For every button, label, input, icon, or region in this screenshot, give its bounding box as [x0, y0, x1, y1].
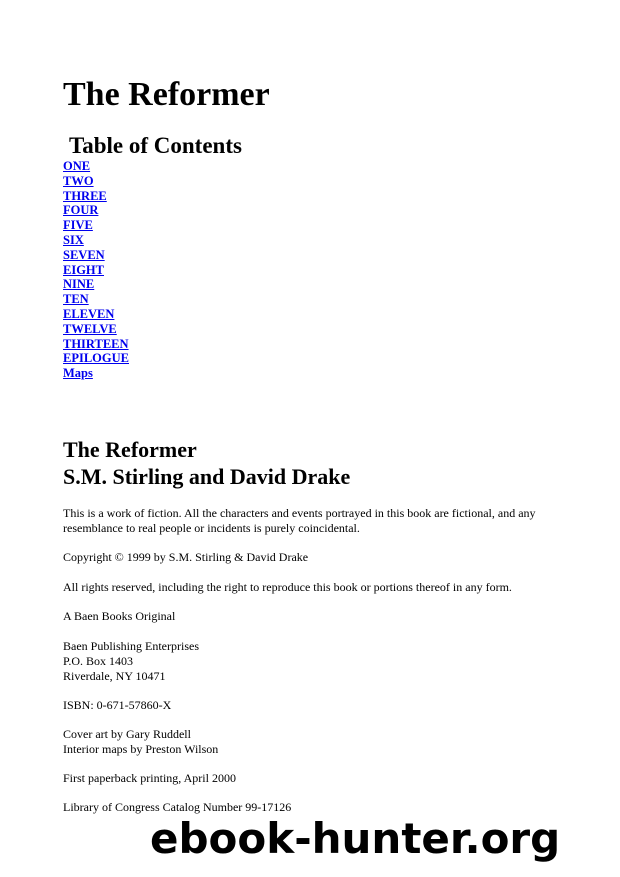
toc-item: [63, 366, 129, 381]
book-title: The Reformer: [63, 437, 197, 462]
toc-item: [63, 263, 129, 278]
catalog-line: Library of Congress Catalog Number 99-17126: [63, 800, 292, 814]
publisher-address: [63, 639, 199, 683]
toc-link-nine[interactable]: NINE: [63, 277, 95, 292]
toc-list: [63, 159, 129, 381]
toc-item: [63, 159, 129, 174]
publisher-name: Baen Publishing Enterprises: [63, 639, 199, 653]
toc-link-two[interactable]: TWO: [63, 173, 94, 188]
rights-line: All rights reserved, including the right to reproduce this book or portions thereof in any form.: [63, 580, 512, 594]
toc-item: [63, 322, 129, 337]
watermark-text: ebook-hunter.org: [150, 814, 561, 863]
toc-link-five[interactable]: FIVE: [63, 218, 93, 233]
toc-item: [63, 203, 129, 218]
toc-link-six[interactable]: SIX: [63, 232, 84, 247]
book-authors: S.M. Stirling and David Drake: [63, 464, 351, 489]
toc-item: [63, 174, 129, 189]
document-title: The Reformer: [63, 76, 270, 113]
copyright-line: Copyright © 1999 by S.M. Stirling & David Drake: [63, 550, 309, 564]
publisher-box: P.O. Box 1403: [63, 653, 134, 668]
toc-link-three[interactable]: THREE: [63, 188, 107, 203]
toc-item: [63, 351, 129, 366]
fiction-notice: This is a work of fiction. All the characters and events portrayed in this book are fictional, and any resemblance to real people or incidents is purely coincidental.: [63, 506, 536, 535]
toc-link-thirteen[interactable]: THIRTEEN: [63, 336, 129, 351]
toc-link-eleven[interactable]: ELEVEN: [63, 306, 115, 321]
toc-item: [63, 218, 129, 233]
toc-link-epilogue[interactable]: EPILOGUE: [63, 351, 129, 366]
interior-maps-credit: Interior maps by Preston Wilson: [63, 741, 219, 756]
printing-line: First paperback printing, April 2000: [63, 771, 236, 785]
toc-item: [63, 189, 129, 204]
toc-item: [63, 292, 129, 307]
toc-link-four[interactable]: FOUR: [63, 203, 99, 218]
toc-item: [63, 307, 129, 322]
toc-link-one[interactable]: ONE: [63, 159, 91, 173]
credits: [63, 727, 218, 757]
cover-art-credit: Cover art by Gary Ruddell: [63, 727, 191, 741]
toc-link-seven[interactable]: SEVEN: [63, 247, 105, 262]
toc-heading: Table of Contents: [69, 133, 242, 158]
toc-link-ten[interactable]: TEN: [63, 292, 89, 307]
toc-item: [63, 248, 129, 263]
toc-item: [63, 233, 129, 248]
toc-item: [63, 337, 129, 352]
toc-link-eight[interactable]: EIGHT: [63, 262, 104, 277]
isbn-line: ISBN: 0-671-57860-X: [63, 698, 172, 712]
book-title-block: [63, 436, 350, 490]
toc-link-maps[interactable]: Maps: [63, 366, 93, 381]
toc-item: [63, 277, 129, 292]
original-line: A Baen Books Original: [63, 609, 176, 623]
publisher-city: Riverdale, NY 10471: [63, 668, 166, 683]
toc-link-twelve[interactable]: TWELVE: [63, 321, 117, 336]
